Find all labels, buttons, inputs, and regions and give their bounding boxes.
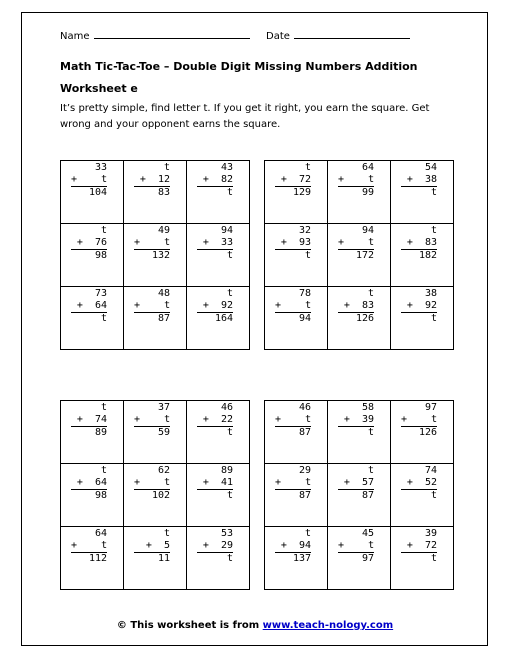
sum: 172 (355, 250, 374, 261)
name-label: Name (60, 31, 90, 42)
sum: 98 (94, 250, 107, 261)
addend-top: 29 (298, 465, 311, 476)
board-square[interactable] (124, 527, 187, 590)
addend-bottom: + t (401, 414, 438, 425)
sum: 126 (418, 427, 437, 438)
addend-top: 38 (424, 288, 437, 299)
addend-bottom: + t (71, 540, 108, 551)
sum: t (430, 553, 437, 564)
addition-problem (338, 162, 374, 199)
board-square[interactable] (61, 401, 124, 464)
sum: t (226, 490, 233, 501)
sum: 129 (292, 187, 311, 198)
addend-bottom: + t (275, 414, 312, 425)
board-square[interactable] (187, 287, 250, 350)
addend-top: 62 (157, 465, 170, 476)
addend-bottom: + 64 (71, 477, 107, 490)
addition-problem (338, 402, 374, 439)
sum: 102 (151, 490, 170, 501)
sum: t (226, 553, 233, 564)
addend-top: t (163, 528, 170, 539)
addend-bottom: + 72 (401, 540, 437, 553)
addend-top: 45 (361, 528, 374, 539)
addend-bottom: + 52 (401, 477, 437, 490)
addend-top: 94 (220, 225, 233, 236)
addend-bottom: + t (338, 540, 375, 551)
addend-bottom: + 5 (134, 540, 170, 553)
addend-bottom: + t (275, 300, 312, 311)
board-square[interactable] (265, 224, 328, 287)
sum: t (367, 427, 374, 438)
addition-problem (71, 402, 107, 439)
date-label: Date (266, 31, 290, 42)
addition-problem (401, 288, 437, 325)
addition-problem (71, 162, 107, 199)
sum: 94 (298, 313, 311, 324)
addend-bottom: + 64 (71, 300, 107, 313)
addend-top: 54 (424, 162, 437, 173)
addend-top: 46 (298, 402, 311, 413)
sum: t (226, 250, 233, 261)
sum: t (430, 313, 437, 324)
board-square[interactable] (391, 161, 454, 224)
name-field[interactable] (60, 31, 250, 42)
board-square[interactable] (187, 401, 250, 464)
addend-top: t (100, 225, 107, 236)
worksheet-subtitle: Worksheet e (60, 82, 138, 95)
sum: t (100, 313, 107, 324)
tic-tac-toe-board (60, 160, 250, 350)
addition-problem (71, 528, 107, 565)
footer (0, 620, 510, 631)
addend-bottom: + 76 (71, 237, 107, 250)
addition-problem (197, 162, 233, 199)
sum: t (430, 490, 437, 501)
addend-bottom: + t (134, 477, 171, 488)
sum: 164 (214, 313, 233, 324)
addition-problem (275, 402, 311, 439)
board-square[interactable] (61, 287, 124, 350)
addend-top: 43 (220, 162, 233, 173)
board-square[interactable] (328, 287, 391, 350)
board-square[interactable] (328, 527, 391, 590)
addend-bottom: + t (134, 300, 171, 311)
sum: 132 (151, 250, 170, 261)
addend-top: 64 (94, 528, 107, 539)
addend-bottom: + t (275, 477, 312, 488)
addend-bottom: + 82 (197, 174, 233, 187)
board-square[interactable] (124, 287, 187, 350)
sum: t (226, 427, 233, 438)
sum: 89 (94, 427, 107, 438)
addition-problem (134, 288, 170, 325)
addition-problem (401, 528, 437, 565)
tic-tac-toe-board (264, 400, 454, 590)
board-square[interactable] (61, 224, 124, 287)
addend-bottom: + 83 (338, 300, 374, 313)
board-square[interactable] (391, 464, 454, 527)
addition-problem (338, 465, 374, 502)
addition-problem (275, 225, 311, 262)
board-square[interactable] (265, 161, 328, 224)
addend-top: t (367, 288, 374, 299)
board-square[interactable] (61, 161, 124, 224)
addend-bottom: + 38 (401, 174, 437, 187)
addend-bottom: + t (134, 237, 171, 248)
addend-top: t (226, 288, 233, 299)
addition-problem (275, 162, 311, 199)
addend-top: t (304, 162, 311, 173)
sum: 126 (355, 313, 374, 324)
instructions: It’s pretty simple, find letter t. If you get it right, you earn the square. Get wrong and your opponent earns the square. (60, 103, 430, 130)
board-square[interactable] (124, 401, 187, 464)
addend-bottom: + 92 (197, 300, 233, 313)
addend-bottom: + 94 (275, 540, 311, 553)
addition-problem (197, 225, 233, 262)
addition-problem (401, 402, 437, 439)
addend-bottom: + t (71, 174, 108, 185)
addend-bottom: + 29 (197, 540, 233, 553)
board-square[interactable] (391, 527, 454, 590)
addition-problem (134, 225, 170, 262)
date-field[interactable] (266, 31, 410, 42)
addition-problem (401, 465, 437, 502)
sum: 87 (298, 427, 311, 438)
addition-problem (275, 465, 311, 502)
addend-bottom: + 83 (401, 237, 437, 250)
sum: 99 (361, 187, 374, 198)
addition-problem (197, 528, 233, 565)
board-square[interactable] (391, 224, 454, 287)
board-square[interactable] (265, 401, 328, 464)
addend-top: 73 (94, 288, 107, 299)
sum: 137 (292, 553, 311, 564)
addition-problem (134, 465, 170, 502)
addend-top: 37 (157, 402, 170, 413)
addition-problem (275, 288, 311, 325)
board-square[interactable] (61, 464, 124, 527)
tic-tac-toe-board (264, 160, 454, 350)
addend-top: t (100, 465, 107, 476)
sum: 87 (298, 490, 311, 501)
sum: t (304, 250, 311, 261)
addition-problem (338, 225, 374, 262)
addition-problem (134, 162, 170, 199)
sum: t (226, 187, 233, 198)
sum: 97 (361, 553, 374, 564)
addend-bottom: + 12 (134, 174, 170, 187)
addition-problem (71, 225, 107, 262)
board-square[interactable] (328, 401, 391, 464)
board-square[interactable] (391, 401, 454, 464)
addend-bottom: + 33 (197, 237, 233, 250)
board-square[interactable] (328, 161, 391, 224)
addend-top: 58 (361, 402, 374, 413)
addend-top: 46 (220, 402, 233, 413)
addend-bottom: + 92 (401, 300, 437, 313)
addend-top: 78 (298, 288, 311, 299)
sum: 83 (157, 187, 170, 198)
board-square[interactable] (187, 464, 250, 527)
addend-bottom: + 93 (275, 237, 311, 250)
addition-problem (338, 288, 374, 325)
board-square[interactable] (187, 161, 250, 224)
addend-top: t (100, 402, 107, 413)
addition-problem (401, 225, 437, 262)
sum: 59 (157, 427, 170, 438)
addend-top: 49 (157, 225, 170, 236)
addition-problem (401, 162, 437, 199)
addend-top: 48 (157, 288, 170, 299)
addend-top: t (430, 225, 437, 236)
board-square[interactable] (124, 464, 187, 527)
board-square[interactable] (124, 224, 187, 287)
addend-bottom: + 41 (197, 477, 233, 490)
sum: 87 (361, 490, 374, 501)
addend-top: t (367, 465, 374, 476)
addend-top: 33 (94, 162, 107, 173)
board-square[interactable] (124, 161, 187, 224)
addend-bottom: + 72 (275, 174, 311, 187)
sum: 87 (157, 313, 170, 324)
addition-problem (338, 528, 374, 565)
addend-bottom: + 22 (197, 414, 233, 427)
addition-problem (197, 402, 233, 439)
name-line (94, 37, 250, 39)
board-square[interactable] (328, 464, 391, 527)
addend-top: 89 (220, 465, 233, 476)
addend-bottom: + 57 (338, 477, 374, 490)
footer-link[interactable]: www.teach-nology.com (262, 620, 394, 631)
addend-bottom: + 74 (71, 414, 107, 427)
sum: 11 (157, 553, 170, 564)
addition-problem (134, 528, 170, 565)
tic-tac-toe-board (60, 400, 250, 590)
sum: 104 (88, 187, 107, 198)
addition-problem (71, 288, 107, 325)
addend-top: 74 (424, 465, 437, 476)
addition-problem (275, 528, 311, 565)
board-square[interactable] (391, 287, 454, 350)
sum: t (430, 187, 437, 198)
sum: 112 (88, 553, 107, 564)
addend-top: t (163, 162, 170, 173)
addition-problem (134, 402, 170, 439)
board-square[interactable] (187, 527, 250, 590)
addend-bottom: + t (338, 237, 375, 248)
footer-text: © This worksheet is from (116, 620, 263, 631)
date-line (294, 37, 410, 39)
addend-top: t (304, 528, 311, 539)
addend-top: 97 (424, 402, 437, 413)
addition-problem (197, 288, 233, 325)
sum: 98 (94, 490, 107, 501)
sum: 182 (418, 250, 437, 261)
addition-problem (71, 465, 107, 502)
board-square[interactable] (61, 527, 124, 590)
addend-top: 39 (424, 528, 437, 539)
addend-top: 94 (361, 225, 374, 236)
addend-top: 64 (361, 162, 374, 173)
board-square[interactable] (328, 224, 391, 287)
board-square[interactable] (187, 224, 250, 287)
worksheet-title: Math Tic-Tac-Toe – Double Digit Missing Numbers Addition (60, 60, 418, 73)
board-square[interactable] (265, 287, 328, 350)
addend-top: 53 (220, 528, 233, 539)
addend-bottom: + 39 (338, 414, 374, 427)
addition-problem (197, 465, 233, 502)
addend-bottom: + t (134, 414, 171, 425)
addend-top: 32 (298, 225, 311, 236)
addend-bottom: + t (338, 174, 375, 185)
board-square[interactable] (265, 464, 328, 527)
board-square[interactable] (265, 527, 328, 590)
